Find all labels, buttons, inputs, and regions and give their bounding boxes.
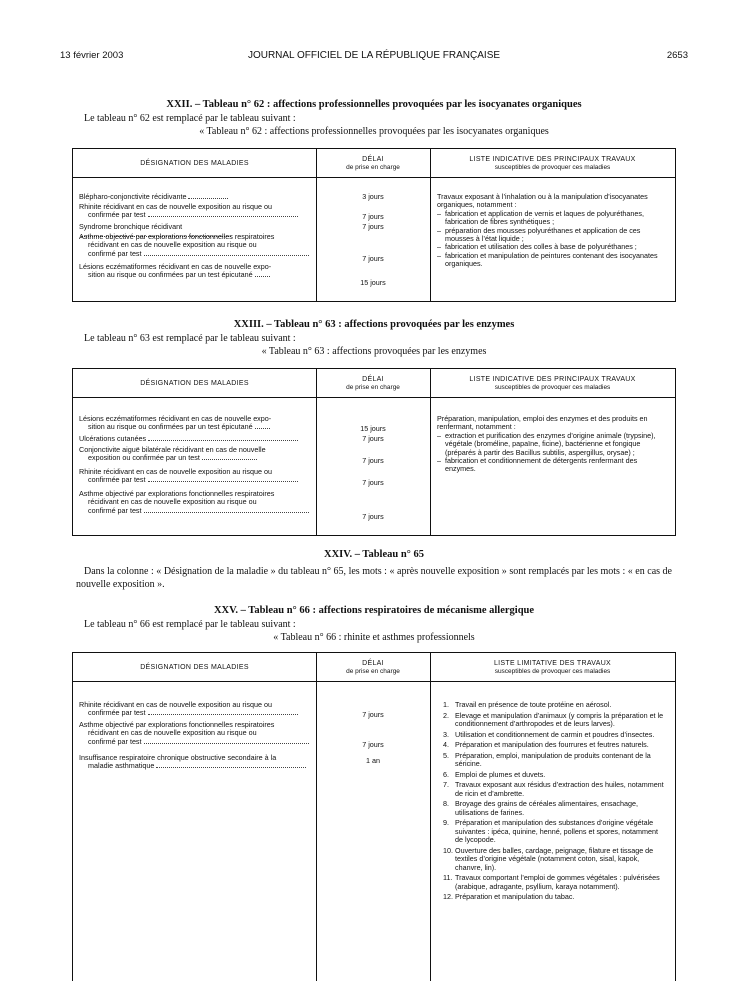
work-item: 9. Préparation et manipulation des substances d’origine végétale suivantes : ipéca, quinine, henné, pollens et spores, notamment de lycopode. [443,818,658,845]
header-delai: DÉLAI de prise en charge [346,155,400,171]
disease-row: Conjonctivite aiguë bilatérale récidivant en cas de nouvelle exposition ou confirmée par un test [79,445,266,463]
header-travaux: LISTE INDICATIVE DES PRINCIPAUX TRAVAUX susceptibles de provoquer ces maladies [469,155,636,171]
section-tableau-63 [76,318,672,358]
header-delai: DÉLAI de prise en charge [346,375,400,391]
work-item: 6. Emploi de plumes et duvets. [443,769,546,779]
work-item: – fabrication et application de vernis et laques de polyuréthanes, fabrication de fibres synthétiques ; [437,208,644,227]
section-tableau-65 [76,548,672,591]
table-header [73,653,675,682]
header-travaux: LISTE INDICATIVE DES PRINCIPAUX TRAVAUX susceptibles de provoquer ces maladies [469,375,636,391]
works-intro: Préparation, manipulation, emploi des enzymes et des produits en renfermant, notamment : [437,414,648,432]
section-intro: Le tableau n° 62 est remplacé par le tableau suivant : [84,113,296,124]
section-subtitle: « Tableau n° 62 : affections professionnelles provoquées par les isocyanates organiques [199,126,549,137]
table-66 [72,652,676,981]
section-title: XXII. – Tableau n° 62 : affections professionnelles provoquées par les isocyanates organiques [166,99,582,110]
delay-value: 15 jours [360,278,386,287]
disease-row: Lésions eczématiformes récidivant en cas de nouvelle expo- sition au risque ou confirmées par un test épicutané [79,414,272,432]
header-designation: DÉSIGNATION DES MALADIES [140,159,249,167]
header-delai: DÉLAI de prise en charge [346,659,400,675]
section-title: XXV. – Tableau n° 66 : affections respiratoires de mécanisme allergique [213,605,535,616]
works-list [443,701,667,904]
work-item: – extraction et purification des enzymes d’origine animale (trypsine), végétale (broméline, papaïne, ficine), bactérienne et fongique (préparés à partir des Bacillus subtilis, aspergillus, orysae) ; [437,430,656,457]
table-62 [72,148,676,302]
disease-row: Insuffisance respiratoire chronique obstructive secondaire à la maladie asthmatique [79,754,309,771]
work-item: 12. Préparation et manipulation du tabac. [443,892,575,902]
page-number: 2653 [666,50,688,61]
table-header [73,149,675,178]
section-subtitle: « Tableau n° 63 : affections provoquées par les enzymes [261,346,487,357]
section-tableau-62 [76,98,672,138]
work-item: 3. Utilisation et conditionnement de carmin et poudres d’insectes. [443,729,655,739]
works-intro: Travaux exposant à l’inhalation ou à la manipulation d’isocyanates organiques, notamment : [437,192,648,210]
section-intro: Le tableau n° 63 est remplacé par le tableau suivant : [84,333,296,344]
disease-row: Ulcérations cutanées [79,435,309,443]
page-header [60,50,688,64]
delay-value: 7 jours [362,710,384,719]
section-intro: Le tableau n° 66 est remplacé par le tableau suivant : [84,619,296,630]
delay-value: 7 jours [362,456,384,465]
work-item: 11. Travaux comportant l’emploi de gommes végétales : pulvérisées (arabique, adragante, psyllium, karaya notamment). [443,873,660,891]
issue-date: 13 février 2003 [60,50,124,61]
section-title: XXIII. – Tableau n° 63 : affections provoquées par les enzymes [233,319,515,330]
delay-value: 7 jours [362,222,384,231]
delay-value: 15 jours [360,424,386,433]
delay-value: 7 jours [362,434,384,443]
header-designation: DÉSIGNATION DES MALADIES [140,663,249,671]
delay-value: 7 jours [362,254,384,263]
disease-row: Lésions eczématiformes récidivant en cas de nouvelle expo- sition au risque ou confirmées par un test épicutané [79,262,272,280]
section-paragraph: Dans la colonne : « Désignation de la maladie » du tableau n° 65, les mots : « après nouvelle exposition » sont remplacés par les mots : « en cas de nouvelle exposition ». [76,566,672,590]
section-subtitle: « Tableau n° 66 : rhinite et asthmes professionnels [273,632,475,643]
work-item: – préparation des mousses polyuréthanes et application de ces mousses à l’état liquide ; [437,225,641,244]
works-list [437,193,667,269]
work-item: 8. Broyage des grains de céréales alimentaires, ensachage, utilisations de farines. [443,799,638,817]
disease-row: Asthme objectivé par explorations fonctionnelles respiratoires récidivant en cas de nouvelle exposition au risque ou confirmé par test [79,233,309,258]
disease-row: Asthme objectivé par explorations fonctionnelles respiratoires récidivant en cas de nouvelle exposition au risque ou confirmé par test [79,490,309,515]
work-item: 4. Préparation et manipulation des fourrures et feutres naturels. [443,740,649,750]
works-list [437,415,667,474]
work-item: – fabrication et utilisation des colles à base de polyuréthanes ; [437,242,637,252]
journal-title: JOURNAL OFFICIEL DE LA RÉPUBLIQUE FRANÇAISE [247,50,501,61]
work-item: 2. Elevage et manipulation d’animaux (y compris la préparation et le conditionnement d’arthropodes et de leurs larves). [443,710,664,728]
work-item: 7. Travaux exposant aux résidus d’extraction des huiles, notamment de ricin et d’ambrette. [443,780,664,798]
work-item: 1. Travail en présence de toute protéine en aérosol. [443,700,612,709]
header-designation: DÉSIGNATION DES MALADIES [140,379,249,387]
table-63 [72,368,676,536]
header-travaux: LISTE LIMITATIVE DES TRAVAUX susceptibles de provoquer ces maladies [493,659,612,675]
delay-value: 7 jours [362,740,384,749]
disease-row: Syndrome bronchique récidivant [79,223,309,240]
disease-row: Rhinite récidivant en cas de nouvelle exposition au risque ou confirmée par test [79,468,309,485]
work-item: 10. Ouverture des balles, cardage, peignage, filature et tissage de textiles d’origine végétale (notamment coton, sisal, kapok, chanvre, lin). [443,845,654,872]
work-item: – fabrication et conditionnement de détergents renfermant des enzymes. [437,456,638,474]
delay-value: 7 jours [362,212,384,221]
work-item: 5. Préparation, emploi, manipulation de produits contenant de la séricine. [443,750,651,769]
disease-row: Rhinite récidivant en cas de nouvelle exposition au risque ou confirmée par test [79,203,309,220]
work-item: – fabrication et manipulation de peintures contenant des isocyanates organiques. [437,250,658,269]
delay-value: 3 jours [362,192,384,201]
disease-row: Rhinite récidivant en cas de nouvelle exposition au risque ou confirmée par test [79,701,309,718]
section-tableau-66 [76,604,672,644]
delay-value: 1 an [366,756,380,765]
table-header [73,369,675,398]
disease-row: Asthme objectivé par explorations fonctionnelles respiratoires récidivant en cas de nouvelle exposition au risque ou confirmé par test [79,721,309,746]
delay-value: 7 jours [362,478,384,487]
delay-value: 7 jours [362,512,384,521]
disease-row: Blépharo-conjonctivite récidivante [79,193,309,201]
section-title: XXIV. – Tableau n° 65 [323,549,424,560]
